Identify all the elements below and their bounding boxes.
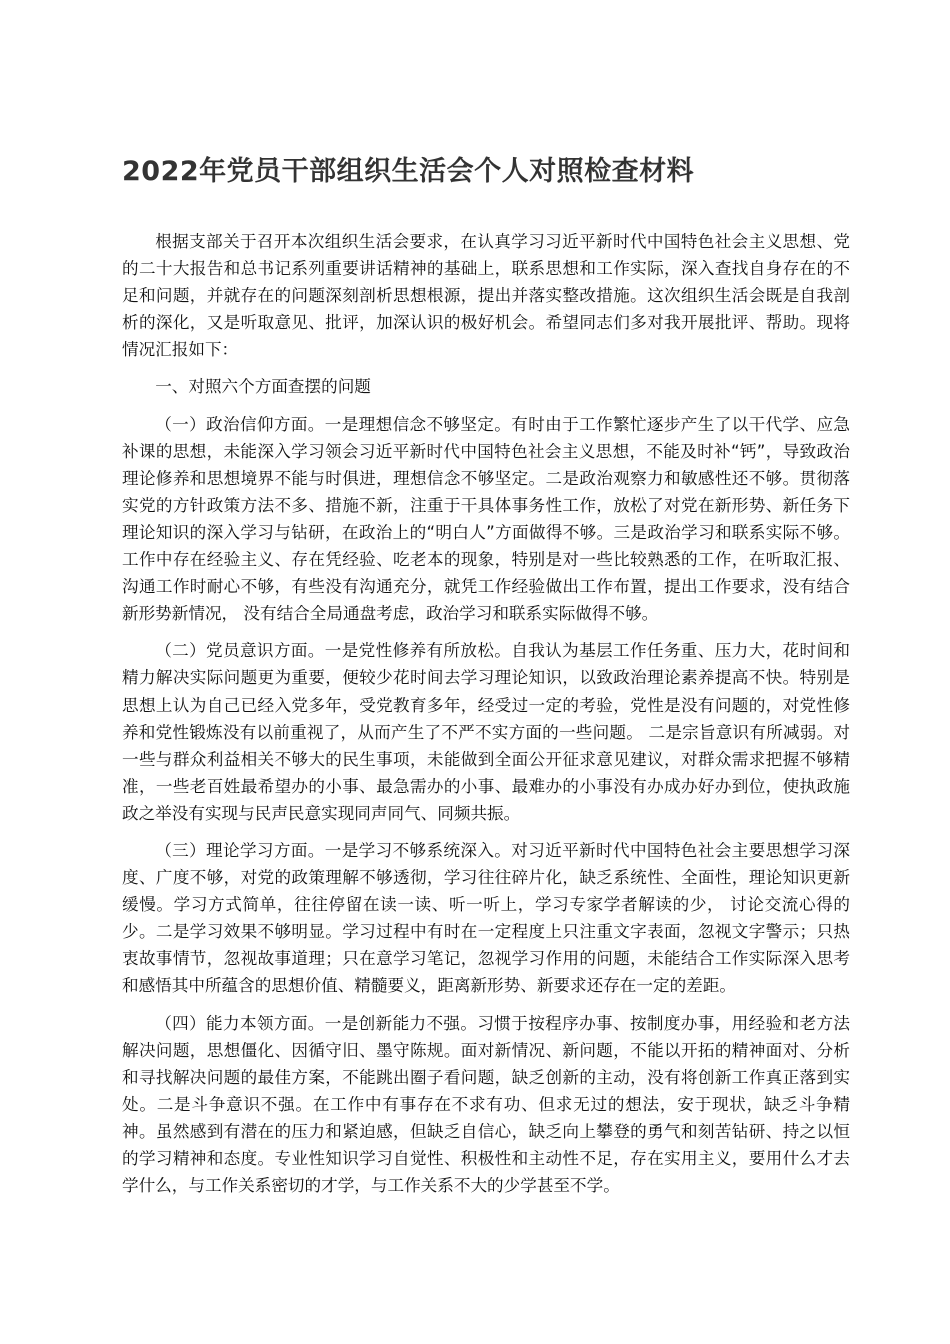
- intro-paragraph: 根据支部关于召开本次组织生活会要求，在认真学习习近平新时代中国特色社会主义思想、党的二十大报告和总书记系列重要讲话精神的基础上，联系思想和工作实际，深入查找自身存在的不足和问题，并就存在的问题深刻剖析思想根源，提出并落实整改措施。这次组织生活会既是自我剖析的深化，又是听取意见、批评，加深认识的极好机会。希望同志们多对我开展批评、帮助。现将情况汇报如下：: [122, 232, 850, 360]
- document-title: 2022年党员干部组织生活会个人对照检查材料: [122, 156, 695, 187]
- paragraph-theory-study: （三）理论学习方面。一是学习不够系统深入。对习近平新时代中国特色社会主要思想学习深度、广度不够，对党的政策理解不够透彻，学习往往碎片化，缺乏系统性、全面性，理论知识更新缓慢。学习方式简单，往往停留在读一读、听一听上，学习专家学者解读的少， 讨论交流心得的少。二是学习效果不够明显。学习过程中有时在一定程度上只注重文字表面，忽视文字警示；只热衷故事情节，忽视故事道理；只在意学习笔记，忽视学习作用的问题，未能结合工作实际深入思考和感悟其中所蕴含的思想价值、精髓要义，距离新形势、新要求还存在一定的差距。: [122, 840, 850, 996]
- paragraph-ability: （四）能力本领方面。一是创新能力不强。习惯于按程序办事、按制度办事，用经验和老方法解决问题，思想僵化、因循守旧、墨守陈规。面对新情况、新问题，不能以开拓的精神面对、分析和寻找解决问题的最佳方案，不能跳出圈子看问题，缺乏创新的主动，没有将创新工作真正落到实处。二是斗争意识不强。在工作中有事存在不求有功、但求无过的想法，安于现状，缺乏斗争精神。虽然感到有潜在的压力和紧迫感，但缺乏自信心，缺乏向上攀登的勇气和刻苦钻研、持之以恒的学习精神和态度。专业性知识学习自觉性、积极性和主动性不足，存在实用主义，要用什么才去学什么，与工作关系密切的才学，与工作关系不大的少学甚至不学。: [122, 1013, 850, 1196]
- paragraph-party-awareness: （二）党员意识方面。一是党性修养有所放松。自我认为基层工作任务重、压力大，花时间和精力解决实际问题更为重要，便较少花时间去学习理论知识，以致政治理论素养提高不快。特别是思想上认为自己已经入党多年，受党教育多年，经受过一定的考验，党性是没有问题的，对党性修养和党性锻炼没有以前重视了，从而产生了不严不实方面的一些问题。 二是宗旨意识有所减弱。对一些与群众利益相关不够大的民生事项，未能做到全面公开征求意见建议，对群众需求把握不够精准，一些老百姓最希望办的小事、最急需办的小事、最难办的小事没有办成办好办到位，使执政施政之举没有实现与民声民意实现同声同气、同频共振。: [122, 641, 850, 823]
- document-page: [122, 150, 850, 1209]
- section-heading: 一、对照六个方面查摆的问题: [155, 377, 371, 397]
- paragraph-political-belief: （一）政治信仰方面。一是理想信念不够坚定。有时由于工作繁忙逐步产生了以干代学、应急补课的思想，未能深入学习领会习近平新时代中国特色社会主义思想，不能及时补“钙”，导致政治理论修养和思想境界不能与时俱进，理想信念不够坚定。二是政治观察力和敏感性还不够。贯彻落实党的方针政策方法不多、措施不新，注重于干具体事务性工作，放松了对党在新形势、新任务下理论知识的深入学习与钻研，在政治上的“明白人”方面做得不够。三是政治学习和联系实际不够。工作中存在经验主义、存在凭经验、吃老本的现象，特别是对一些比较熟悉的工作，在听取汇报、沟通工作时耐心不够，有些没有沟通充分，就凭工作经验做出工作布置，提出工作要求，没有结合新形势新情况， 没有结合全局通盘考虑，政治学习和联系实际做得不够。: [122, 414, 850, 624]
